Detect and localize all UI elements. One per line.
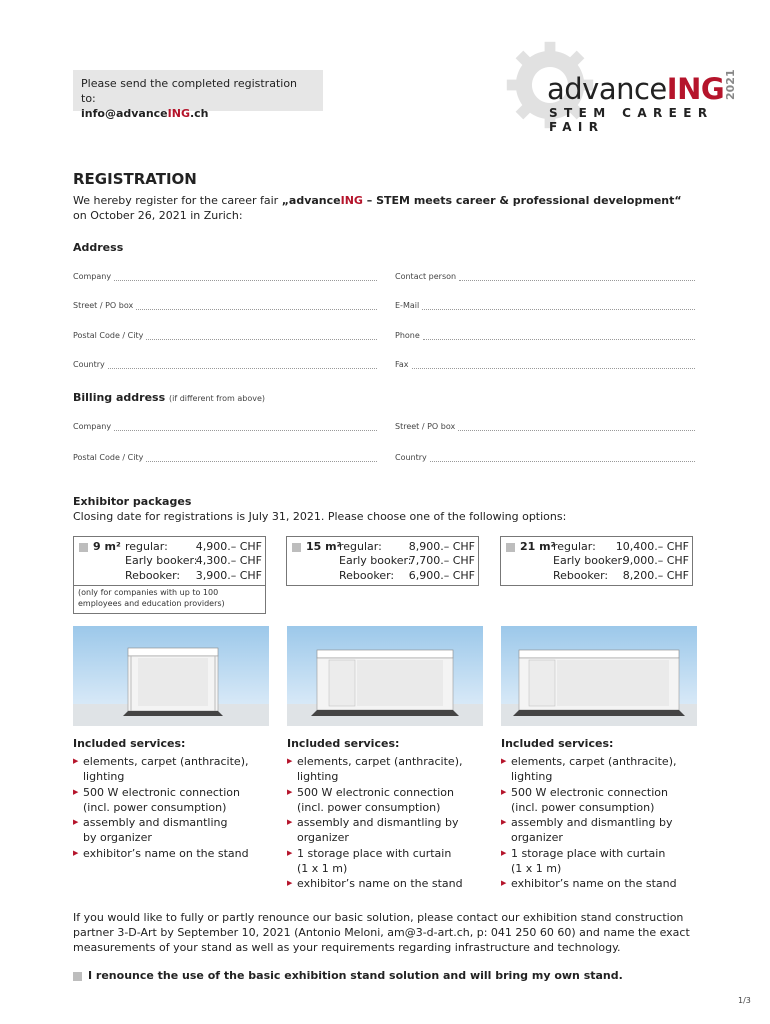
stand-image-21m2 [501, 626, 697, 726]
logo-wordmark: advanceING [547, 72, 725, 106]
services-heading-9m2: Included services: [73, 737, 186, 750]
services-heading-15m2: Included services: [287, 737, 400, 750]
billing-country-field[interactable]: Country [395, 453, 695, 462]
page-number: 1/3 [738, 996, 751, 1005]
stand-image-15m2 [287, 626, 483, 726]
page-title: REGISTRATION [73, 170, 197, 188]
package-checkbox[interactable] [292, 543, 301, 552]
logo-subtitle: STEM CAREER FAIR [549, 106, 714, 134]
intro-text: We hereby register for the career fair „advanceING – STEM meets career & professional development“ on October 26, 2021 in Zurich: [73, 194, 682, 222]
street-field[interactable]: Street / PO box [73, 301, 377, 310]
renounce-label: I renounce the use of the basic exhibition stand solution and will bring my own stand. [88, 969, 623, 982]
send-to-label: Please send the completed registration to: [81, 77, 298, 105]
services-list-15m2: ▶ elements, carpet (anthracite), lighting ▶ 500 W electronic connection (incl. power consumption) ▶ assembly and dismantling by organizer ▶ 1 storage place with curtain (1 x 1 m) ▶ exhibitor’s name on the stand [287, 754, 487, 892]
billing-company-field[interactable]: Company [73, 422, 377, 431]
billing-street-field[interactable]: Street / PO box [395, 422, 695, 431]
services-list-9m2: ▶ elements, carpet (anthracite), lighting ▶ 500 W electronic connection (incl. power consumption) ▶ assembly and dismantling by organizer ▶ exhibitor’s name on the stand [73, 754, 273, 861]
package-note: (only for companies with up to 100 employees and education providers) [73, 586, 266, 614]
closing-date-text: Closing date for registrations is July 31, 2021. Please choose one of the following options: [73, 510, 567, 523]
billing-heading: Billing address (if different from above) [73, 391, 266, 404]
contact-paragraph: If you would like to fully or partly renounce our basic solution, please contact our exhibition stand construction partner 3-D-Art by September 10, 2021 (Antonio Meloni, am@3-d-art.ch, p: 041 250 60 60) and name the exact measurements of your stand as well as your requirements regarding infrastructure and technology. [73, 911, 690, 954]
packages-heading: Exhibitor packages [73, 495, 192, 508]
stand-image-9m2 [73, 626, 269, 726]
package-15m2[interactable]: 15 m² regular: 8,900.– CHF Early booker: 7,700.– CHF Rebooker: 6,900.– CHF [286, 536, 479, 586]
package-21m2[interactable]: 21 m² regular: 10,400.– CHF Early booker: 9,000.– CHF Rebooker: 8,200.– CHF [500, 536, 693, 586]
postal-city-field[interactable]: Postal Code / City [73, 331, 377, 340]
logo-year: 2021 [724, 69, 737, 100]
phone-field[interactable]: Phone [395, 331, 695, 340]
send-to-box [73, 70, 323, 120]
billing-postal-city-field[interactable]: Postal Code / City [73, 453, 377, 462]
services-heading-21m2: Included services: [501, 737, 614, 750]
email-field[interactable]: E-Mail [395, 301, 695, 310]
send-to-email[interactable]: info@advanceING.ch [81, 107, 209, 120]
package-checkbox[interactable] [506, 543, 515, 552]
package-9m2[interactable]: 9 m² regular: 4,900.– CHF Early booker: 4,300.– CHF Rebooker: 3,900.– CHF [73, 536, 266, 586]
package-checkbox[interactable] [79, 543, 88, 552]
country-field[interactable]: Country [73, 360, 377, 369]
services-list-21m2: ▶ elements, carpet (anthracite), lighting ▶ 500 W electronic connection (incl. power consumption) ▶ assembly and dismantling by organizer ▶ 1 storage place with curtain (1 x 1 m) ▶ exhibitor’s name on the stand [501, 754, 701, 892]
contact-person-field[interactable]: Contact person [395, 272, 695, 281]
renounce-checkbox[interactable] [73, 972, 82, 981]
fax-field[interactable]: Fax [395, 360, 695, 369]
address-heading: Address [73, 241, 124, 254]
company-field[interactable]: Company [73, 272, 377, 281]
